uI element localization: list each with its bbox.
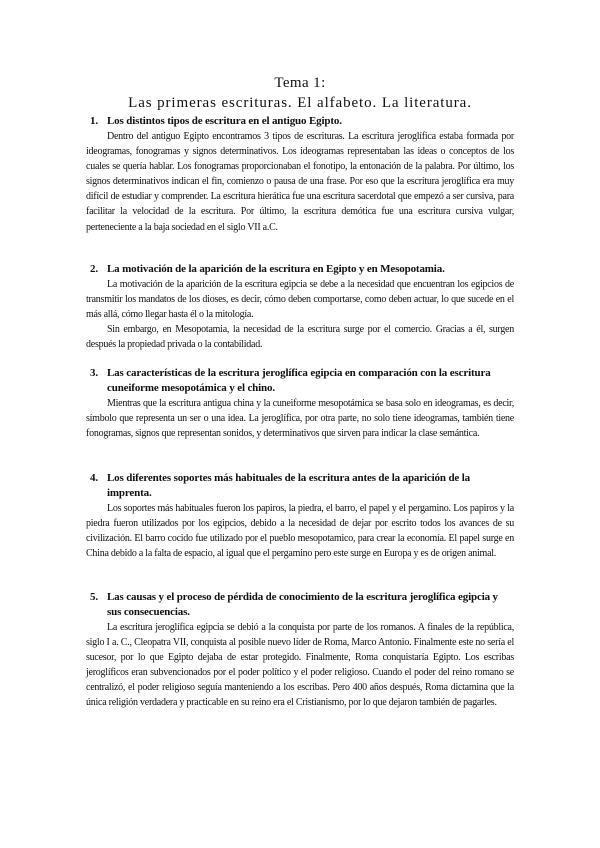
section-2 xyxy=(0,262,600,352)
section-heading xyxy=(0,366,600,396)
page-subtitle: Las primeras escrituras. El alfabeto. La literatura. xyxy=(128,95,472,111)
section-heading-text: Las causas y el proceso de pérdida de conocimiento de la escritura jeroglífica egipcia y sus consecuencias. xyxy=(107,591,498,618)
paragraph: La motivación de la aparición de la escritura egipcia se debe a la necesidad que encuentran los egipcios de transmitir los mandatos de los dioses, es decir, cómo deben comportarse, como deben actuar, lo que sucede en el más allá, cómo llegar hasta él o la mitología. xyxy=(86,279,514,321)
section-heading-text: Los distintos tipos de escritura en el antiguo Egipto. xyxy=(107,115,342,127)
section-heading-text: Las características de la escritura jeroglífica egipcia en comparación con la escritura cuneiforme mesopotámica y el chino. xyxy=(107,367,491,394)
section-3 xyxy=(0,366,600,441)
title-block xyxy=(0,74,600,113)
section-heading xyxy=(0,114,600,129)
paragraph: La escritura jeroglífica egipcia se debió a la conquista por parte de los romanos. A finales de la república, siglo I a. C., Cleopatra VII, conquista al posible nuevo líder de Roma, Marco Antonio. Finalmente este no sería el sucesor, por lo que Egipto dejaba de estar protegido. Finalmente, Roma conquistaría Egipto. Los escribas jeroglíficos eran subvencionados por el poder político y el poder religioso. Cuando el poder del reino romano se centralizó, el poder religioso seguía manteniendo a los escribas. Pero 400 años después, Roma dictamina que la única religión verdadera y practicable en su reino era el Cristianismo, por lo que dejaron también de pagarles. xyxy=(86,622,514,709)
section-body xyxy=(0,501,600,561)
paragraph: Los soportes más habituales fueron los papiros, la piedra, el barro, el papel y el pergamino. Los papiros y la piedra fueron utilizados por los egipcios, debido a la necesidad de dejar por escrito todos los avances de su civilización. El barro cocido fue utilizado por el pueblo mesopotamico, para crear la economía. El papel surge en China debido a la falta de espacio, al igual que el pergamino pero este surge en Europa y es de origen animal. xyxy=(86,503,514,560)
section-body xyxy=(0,396,600,441)
section-number: 4. xyxy=(90,472,98,484)
section-body xyxy=(0,129,600,235)
page-title: Tema 1: xyxy=(274,75,326,91)
paragraph: Dentro del antiguo Egipto encontramos 3 tipos de escrituras. La escritura jeroglífica estaba formada por ideogramas, fonogramas y signos determinativos. Los ideogramas representaban las ideas o conceptos de los cuales se quería hablar. Los fonogramas proporcionaban el fonotipo, la entonación de la palabra. Por último, los signos determinativos indican el fin, comienzo o pausa de una frase. Por eso que la escritura jeroglífica era muy difícil de estudiar y comprender. La escritura hierática fue una escritura sacerdotal que empezó a ser cursiva, para facilitar la velocidad de la escritura. Por último, la escritura demótica fue una escritura cursiva vulgar, perteneciente a la baja sociedad en el siglo VII a.C. xyxy=(86,131,514,233)
section-heading xyxy=(0,590,600,620)
section-number: 3. xyxy=(90,367,98,379)
section-number: 2. xyxy=(90,263,98,275)
section-body xyxy=(0,620,600,711)
section-heading-text: Los diferentes soportes más habituales de la escritura antes de la aparición de la imprenta. xyxy=(107,472,471,499)
section-1 xyxy=(0,114,600,235)
section-4 xyxy=(0,471,600,561)
section-heading xyxy=(0,471,600,501)
section-5 xyxy=(0,590,600,711)
section-number: 5. xyxy=(90,591,98,603)
section-number: 1. xyxy=(90,115,98,127)
paragraph: Sin embargo, en Mesopotamia, la necesidad de la escritura surge por el comercio. Gracias a él, surgen después la propiedad privada o la contabilidad. xyxy=(86,324,514,351)
section-body xyxy=(0,277,600,352)
paragraph: Mientras que la escritura antigua china y la cuneiforme mesopotámica se basa solo en ideogramas, es decir, símbolo que representa un ser o una idea. La jeroglífica, por otra parte, no solo tiene ideogramas, también tiene fonogramas, signos que representan sonidos, y determinativos que sirven para indicar la clase semántica. xyxy=(86,398,514,440)
section-heading-text: La motivación de la aparición de la escritura en Egipto y en Mesopotamia. xyxy=(107,263,445,275)
section-heading xyxy=(0,262,600,277)
